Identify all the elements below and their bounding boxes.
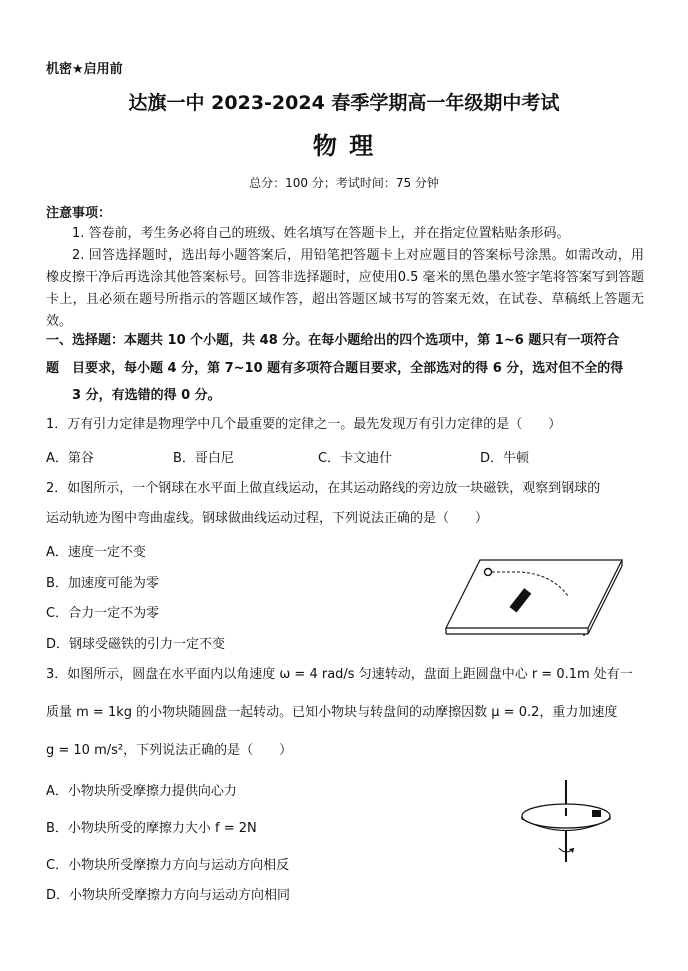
note-2: 2. 回答选择题时，选出每小题答案后，用铅笔把答题卡上对应题目的答案标号涂黑。如需改动，用橡皮擦干净后再选涂其他答案标号。回答非选择题时，应使用0.5 毫米的黑色墨水签字笔将答案写到答题卡上，且必须在题号所指示的答题区域作答，超出答题区域书写的答案无效，在试卷、草稿纸上答题无效。 [46, 248, 644, 329]
q1-option-b: B．哥白尼 [173, 451, 234, 466]
q2-option-d: D．钢球受磁铁的引力一定不变 [46, 637, 226, 652]
q3-stem-line2: 质量 m = 1kg 的小物块随圆盘一起转动。已知小物块与转盘间的动摩擦因数 μ = 0.2，重力加速度 [46, 705, 618, 720]
section1-line3: 3 分，有选错的得 0 分。 [72, 388, 221, 403]
q2-option-b: B．加速度可能为零 [46, 576, 159, 591]
rotating-disc-figure-icon [514, 776, 618, 868]
notes-heading: 注意事项： [46, 206, 112, 221]
q3-stem-line1: 3．如图所示，圆盘在水平面内以角速度 ω = 4 rad/s 匀速转动，盘面上距圆盘中心 r = 0.1m 处有一 [46, 667, 633, 682]
exam-meta: 总分：100 分；考试时间：75 分钟 [249, 176, 439, 190]
q1-option-a: A．第谷 [46, 451, 94, 466]
q3-stem-line3: g = 10 m/s²，下列说法正确的是（ ） [46, 743, 293, 758]
q3-option-d: D．小物块所受摩擦力方向与运动方向相同 [46, 888, 291, 903]
confidential-mark: 机密★启用前 [46, 62, 123, 77]
section1-line1: 一、选择题：本题共 10 个小题，共 48 分。在每小题给出的四个选项中，第 1~6 题只有一项符合 [46, 333, 620, 348]
q2-stem-line2: 运动轨迹为图中弯曲虚线。钢球做曲线运动过程，下列说法正确的是（ ） [46, 511, 489, 526]
section1-line2: 题 目要求，每小题 4 分，第 7~10 题有多项符合题目要求，全部选对的得 6 分，选对但不全的得 [46, 361, 624, 376]
table-magnet-figure-icon [440, 552, 626, 636]
q2-option-a: A．速度一定不变 [46, 545, 146, 560]
subject-title: 物 理 [312, 132, 376, 160]
q3-option-c: C．小物块所受摩擦力方向与运动方向相反 [46, 858, 290, 873]
q1-option-c: C．卡文迪什 [318, 451, 393, 466]
q1-stem: 1．万有引力定律是物理学中几个最重要的定律之一。最先发现万有引力定律的是（ ） [46, 417, 562, 432]
q2-stem-line1: 2．如图所示，一个钢球在水平面上做直线运动，在其运动路线的旁边放一块磁铁，观察到钢球的 [46, 481, 601, 496]
exam-title: 达旗一中 2023-2024 春季学期高一年级期中考试 [128, 92, 560, 114]
q3-option-b: B．小物块所受的摩擦力大小 f = 2N [46, 821, 257, 836]
q1-option-d: D．牛顿 [480, 451, 530, 466]
note-1: 1. 答卷前，考生务必将自己的班级、姓名填写在答题卡上，并在指定位置粘贴条形码。 [72, 226, 570, 241]
q3-option-a: A．小物块所受摩擦力提供向心力 [46, 784, 237, 799]
q2-option-c: C．合力一定不为零 [46, 606, 160, 621]
